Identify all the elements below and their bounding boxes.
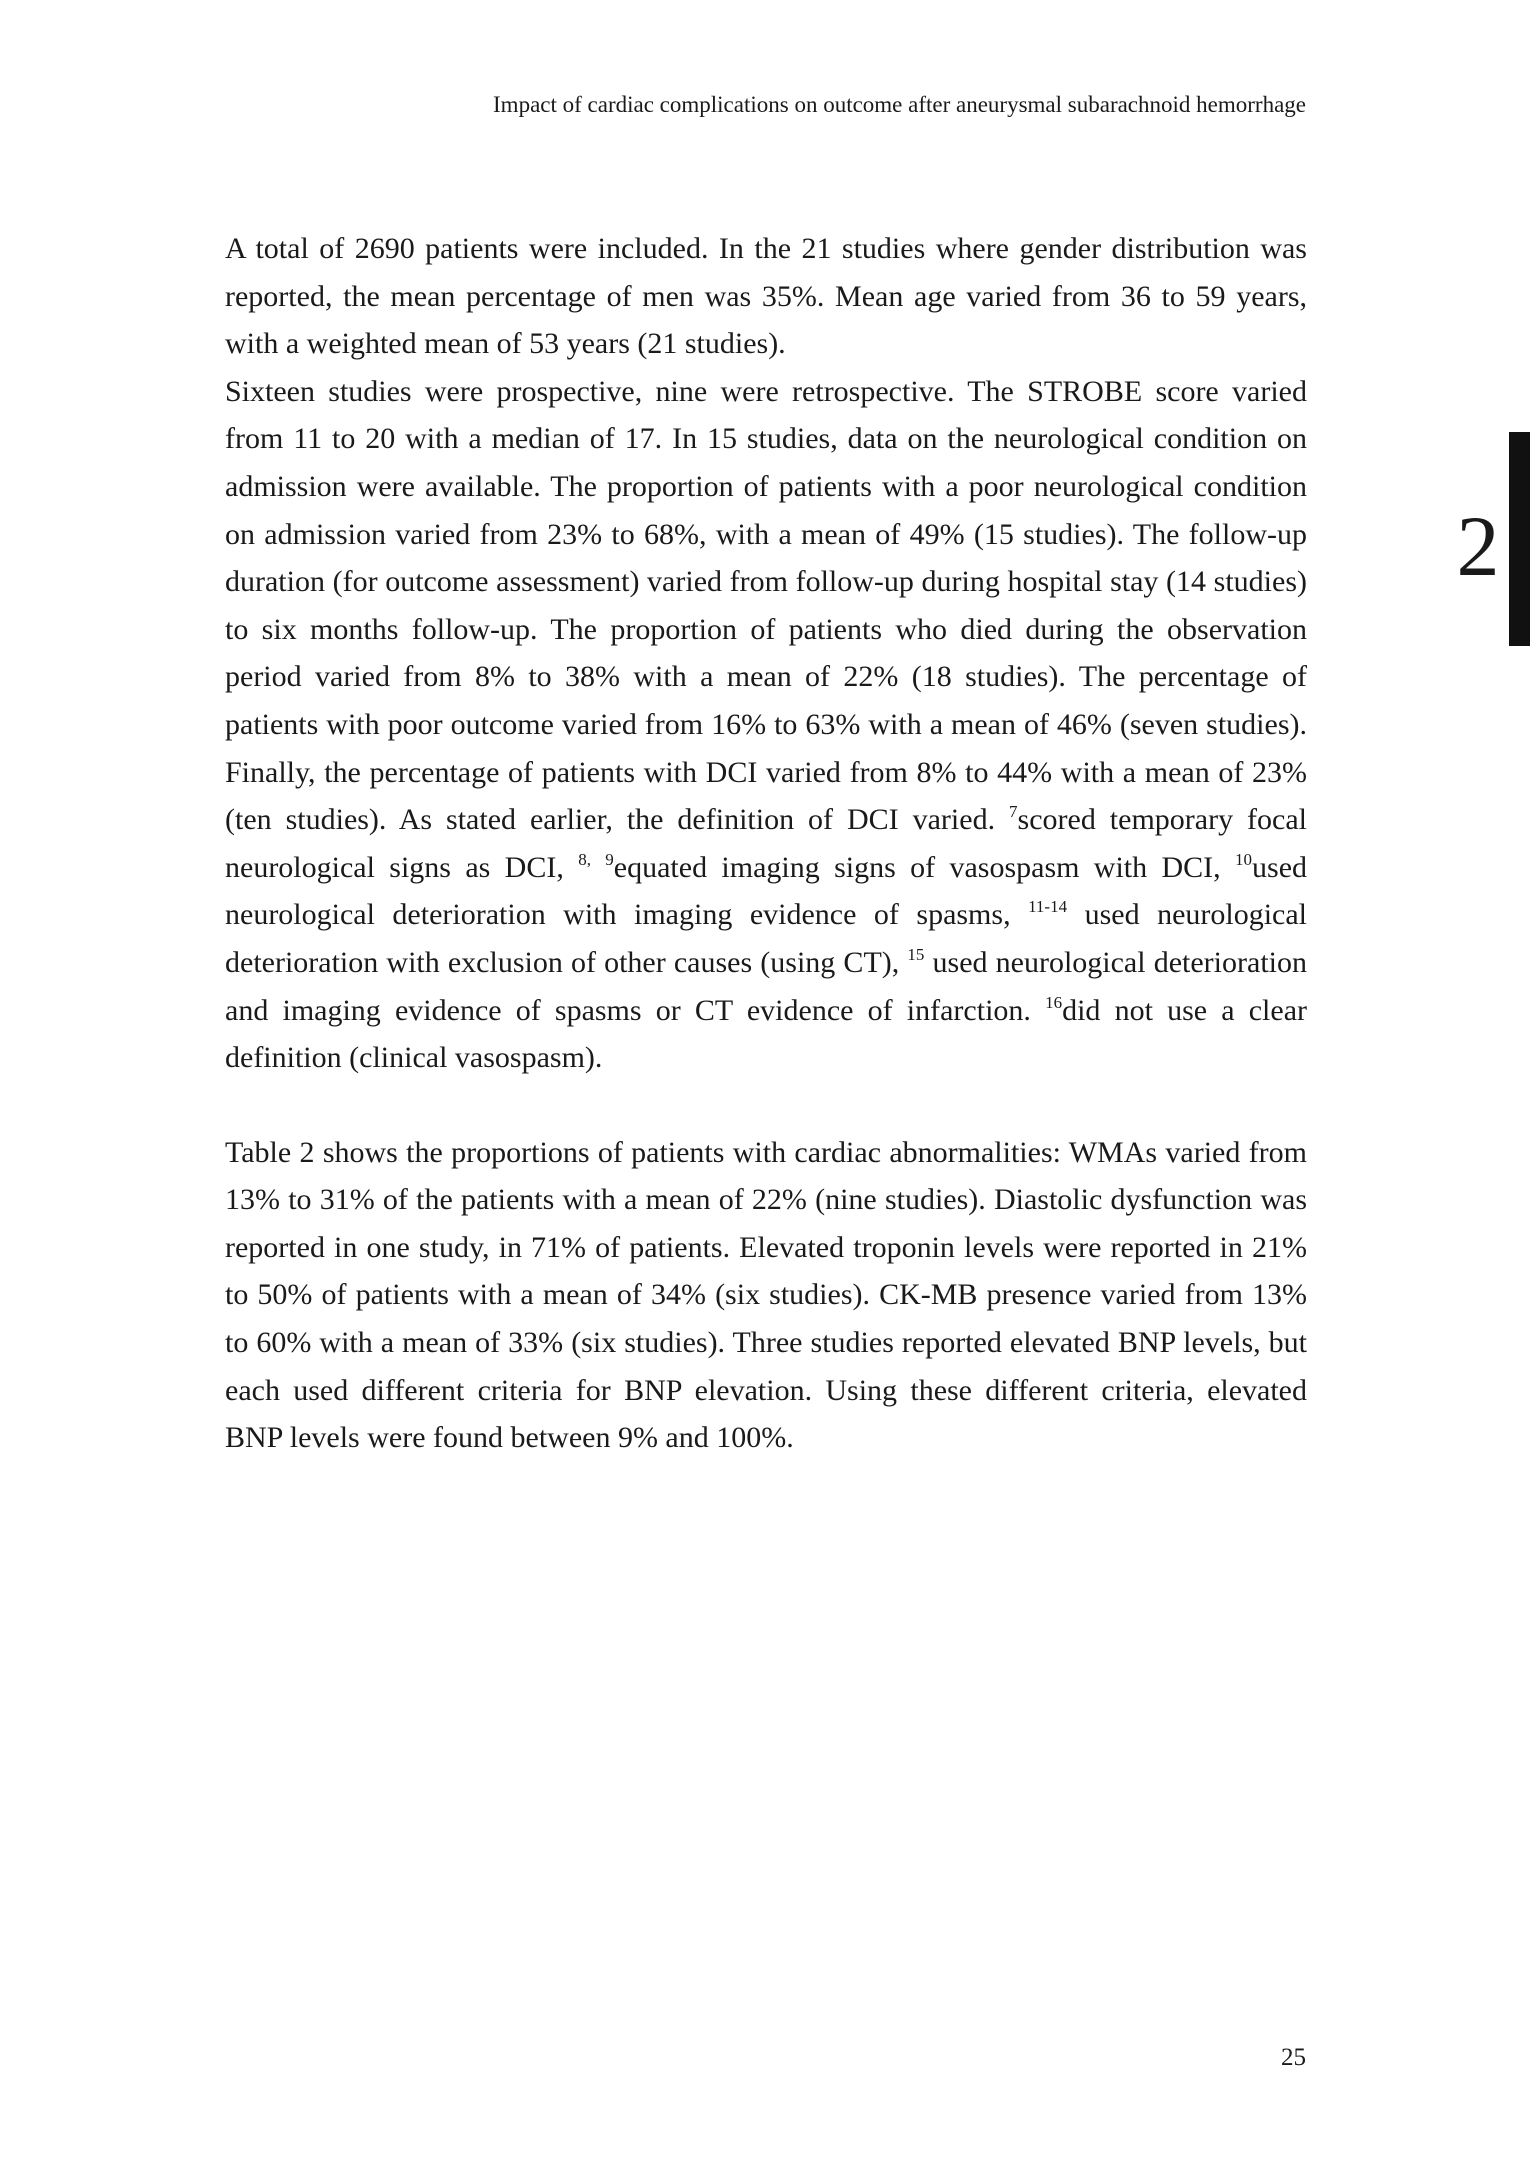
citation-9: 9 <box>605 849 614 869</box>
citation-15-text: used neurological deterioration and imaging evidence of spasms or CT evidence of infarction. <box>225 945 1307 1027</box>
citation-8: 8, <box>578 849 591 869</box>
citation-16: 16 <box>1045 992 1063 1012</box>
paragraph-study-characteristics <box>225 368 1307 1082</box>
body-text <box>225 225 1307 1462</box>
paragraph-cardiac-abnormalities: Table 2 shows the proportions of patients with cardiac abnormalities: WMAs varied from 13% to 31% of the patients with a mean of 22% (nine studies). Diastolic dysfunction was reported in one study, in 71% of patients. Elevated troponin levels were reported in 21% to 50% of patients with a mean of 34% (six studies). CK-MB presence varied from 13% to 60% with a mean of 33% (six studies). Three studies reported elevated BNP levels, but each used different criteria for BNP elevation. Using these different criteria, elevated BNP levels were found between 9% and 100%. <box>225 1135 1307 1455</box>
citation-15: 15 <box>907 944 925 964</box>
citation-9-text: equated imaging signs of vasospasm with DCI, <box>613 850 1236 884</box>
citation-10: 10 <box>1235 849 1253 869</box>
running-header: Impact of cardiac complications on outcome after aneurysmal subarachnoid hemorrhage <box>493 92 1306 117</box>
chapter-tab-marker <box>1509 432 1530 646</box>
paragraph-study-characteristics-text: Sixteen studies were prospective, nine were retrospective. The STROBE score varied from 11 to 20 with a median of 17. In 15 studies, data on the neurological condition on admission were available. The proportion of patients with a poor neurological condition on admission varied from 23% to 68%, with a mean of 49% (15 studies). The follow-up duration (for outcome assessment) varied from follow-up during hospital stay (14 studies) to six months follow-up. The proportion of patients who died during the observation period varied from 8% to 38% with a mean of 22% (18 studies). The percentage of patients with poor outcome varied from 16% to 63% with a mean of 46% (seven studies). Finally, the percentage of patients with DCI varied from 8% to 44% with a mean of 23% (ten studies). As stated earlier, the definition of DCI varied. <box>225 374 1307 837</box>
paragraph-patients: A total of 2690 patients were included. In the 21 studies where gender distribution was reported, the mean percentage of men was 35%. Mean age varied from 36 to 59 years, with a weighted mean of 53 years (21 studies). <box>225 232 1307 361</box>
citation-16-text: did not use a clear definition (clinical vasospasm). <box>225 993 1307 1075</box>
chapter-number: 2 <box>1456 498 1500 594</box>
citation-11-14-text: used neurological deterioration with exclusion of other causes (using CT), <box>225 898 1308 979</box>
citation-10-text: used neurological deterioration with imaging evidence of spasms, <box>225 850 1308 932</box>
citation-7: 7 <box>1009 802 1018 822</box>
citation-7-text: scored temporary focal neurological signs as DCI, <box>225 803 1307 884</box>
citation-11-14: 11-14 <box>1028 897 1068 917</box>
page-number: 25 <box>1281 2044 1306 2071</box>
